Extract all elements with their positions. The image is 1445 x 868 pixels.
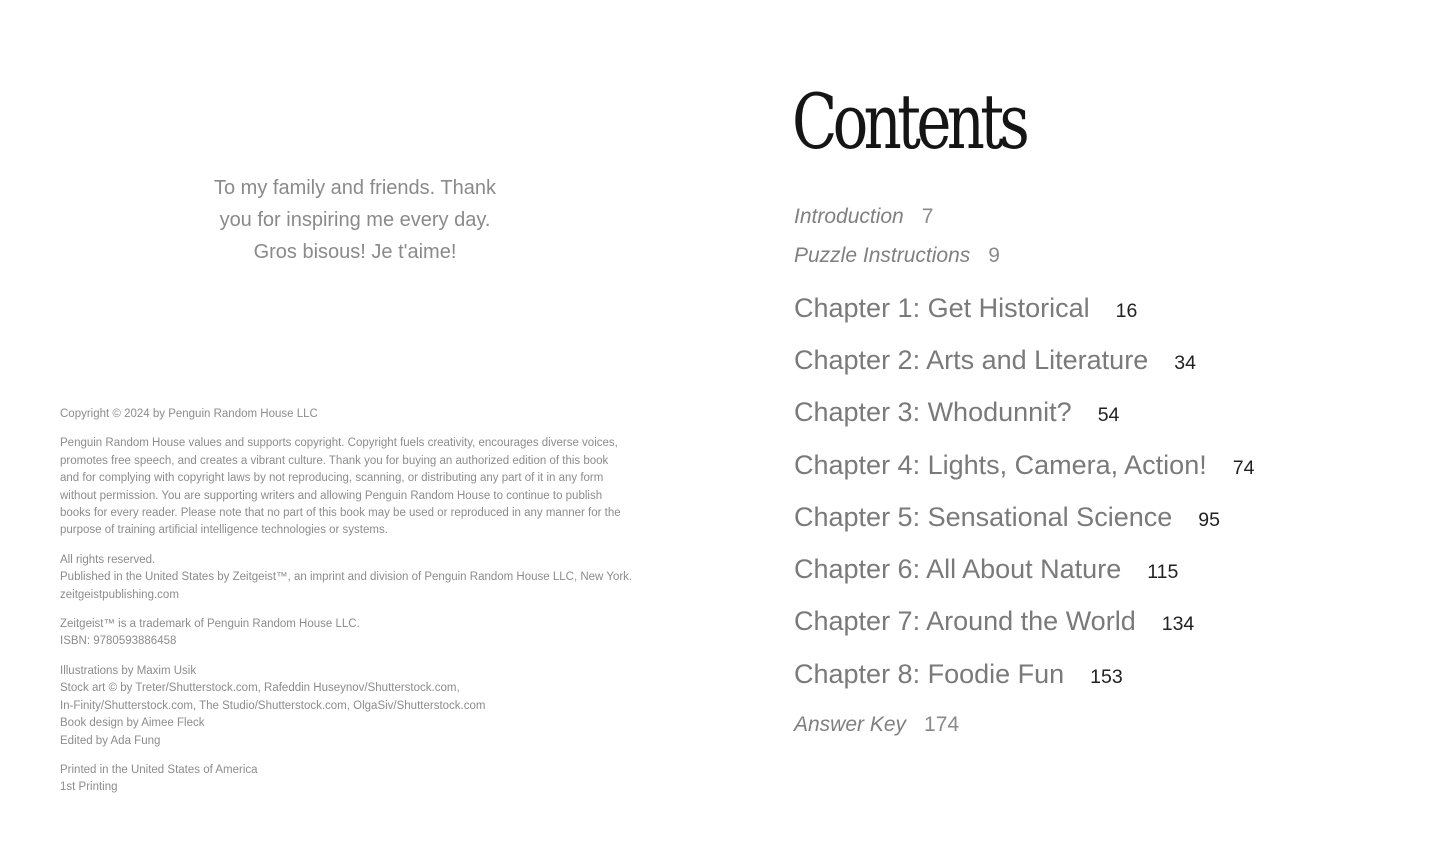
toc-entry-chapter-1[interactable] bbox=[794, 293, 1137, 324]
toc-entry-page: 74 bbox=[1232, 457, 1255, 479]
dedication-line: you for inspiring me every day. bbox=[219, 209, 491, 231]
toc-entry-chapter-3[interactable] bbox=[794, 397, 1119, 428]
notice-line: promotes free speech, and creates a vibrant culture. Thank you for buying an authorized edition of this book bbox=[60, 454, 609, 467]
rights-line: All rights reserved. bbox=[60, 553, 156, 566]
publisher-line: Published in the United States by Zeitgeist™, an imprint and division of Penguin Random House LLC, New York. bbox=[60, 571, 633, 584]
toc-entry-page: 115 bbox=[1147, 561, 1179, 583]
credit-line: Illustrations by Maxim Usik bbox=[60, 664, 197, 677]
credit-line: Stock art © by Treter/Shutterstock.com, Rafeddin Huseynov/Shutterstock.com, bbox=[60, 682, 460, 695]
credit-line: In-Finity/Shutterstock.com, The Studio/Shutterstock.com, OlgaSiv/Shutterstock.com bbox=[60, 699, 486, 712]
copyright-line-block bbox=[60, 406, 660, 423]
credit-line: Book design by Aimee Fleck bbox=[60, 717, 205, 730]
toc-entry-label: Chapter 4: Lights, Camera, Action! bbox=[794, 450, 1207, 480]
dedication bbox=[150, 172, 560, 268]
toc-entry-puzzle-instructions[interactable] bbox=[794, 244, 1000, 268]
rights-block bbox=[60, 552, 660, 604]
toc-entry-chapter-7[interactable] bbox=[794, 606, 1194, 637]
printing-line: 1st Printing bbox=[60, 781, 118, 794]
notice-line: without permission. You are supporting writers and allowing Penguin Random House to continue to publish bbox=[60, 489, 603, 502]
toc-entry-page: 7 bbox=[921, 205, 934, 228]
notice-line: books for every reader. Please note that no part of this book may be used or reproduced in any manner for the bbox=[60, 507, 621, 520]
toc-entry-chapter-8[interactable] bbox=[794, 659, 1123, 690]
toc-entry-label: Puzzle Instructions bbox=[794, 244, 971, 267]
toc-entry-page: 153 bbox=[1090, 666, 1123, 688]
toc-entry-answer-key[interactable] bbox=[794, 713, 959, 737]
copyright-page bbox=[60, 406, 660, 809]
toc-entry-label: Answer Key bbox=[794, 713, 907, 736]
toc-entry-label: Chapter 1: Get Historical bbox=[794, 293, 1090, 323]
dedication-line: Gros bisous! Je t'aime! bbox=[253, 241, 457, 263]
toc-entry-label: Chapter 7: Around the World bbox=[794, 606, 1136, 636]
toc-entry-page: 54 bbox=[1097, 404, 1120, 426]
toc-entry-page: 95 bbox=[1198, 509, 1220, 531]
toc-entry-introduction[interactable] bbox=[794, 205, 933, 229]
notice-line: and for complying with copyright laws by not reproducing, scanning, or distributing any part of it in any form bbox=[60, 472, 604, 485]
toc-entry-label: Chapter 5: Sensational Science bbox=[794, 502, 1173, 532]
toc-entry-chapter-6[interactable] bbox=[794, 554, 1178, 585]
copyright-notice bbox=[60, 435, 660, 539]
printing-block bbox=[60, 762, 660, 797]
toc-entry-page: 34 bbox=[1174, 352, 1196, 374]
printing-line: Printed in the United States of America bbox=[60, 763, 258, 776]
trademark-line: Zeitgeist™ is a trademark of Penguin Random House LLC. bbox=[60, 618, 360, 631]
notice-line: purpose of training artificial intelligence technologies or systems. bbox=[60, 524, 388, 537]
left-page bbox=[0, 0, 722, 868]
toc-entry-chapter-5[interactable] bbox=[794, 502, 1220, 533]
toc-entry-page: 174 bbox=[924, 713, 960, 736]
publisher-website: zeitgeistpublishing.com bbox=[60, 588, 179, 601]
trademark-block bbox=[60, 616, 660, 651]
toc-entry-page: 16 bbox=[1115, 300, 1138, 322]
toc-entry-page: 134 bbox=[1161, 613, 1195, 635]
credit-line: Edited by Ada Fung bbox=[60, 734, 161, 747]
credits-block bbox=[60, 663, 660, 750]
toc-entry-label: Chapter 3: Whodunnit? bbox=[794, 397, 1072, 427]
dedication-line: To my family and friends. Thank bbox=[214, 177, 496, 199]
contents-title: Contents bbox=[792, 77, 1026, 166]
right-page bbox=[722, 0, 1445, 868]
toc-entry-label: Chapter 6: All About Nature bbox=[794, 554, 1122, 584]
toc-entry-chapter-2[interactable] bbox=[794, 345, 1196, 376]
copyright-line: Copyright © 2024 by Penguin Random House LLC bbox=[60, 408, 318, 420]
toc-entry-chapter-4[interactable] bbox=[794, 450, 1254, 481]
notice-line: Penguin Random House values and supports copyright. Copyright fuels creativity, encourages diverse voices, bbox=[60, 437, 618, 450]
toc-entry-label: Chapter 8: Foodie Fun bbox=[794, 659, 1065, 689]
isbn-line: ISBN: 9780593886458 bbox=[60, 635, 177, 648]
toc-entry-label: Introduction bbox=[794, 205, 904, 228]
toc-entry-label: Chapter 2: Arts and Literature bbox=[794, 345, 1149, 375]
toc-entry-page: 9 bbox=[988, 244, 1000, 267]
